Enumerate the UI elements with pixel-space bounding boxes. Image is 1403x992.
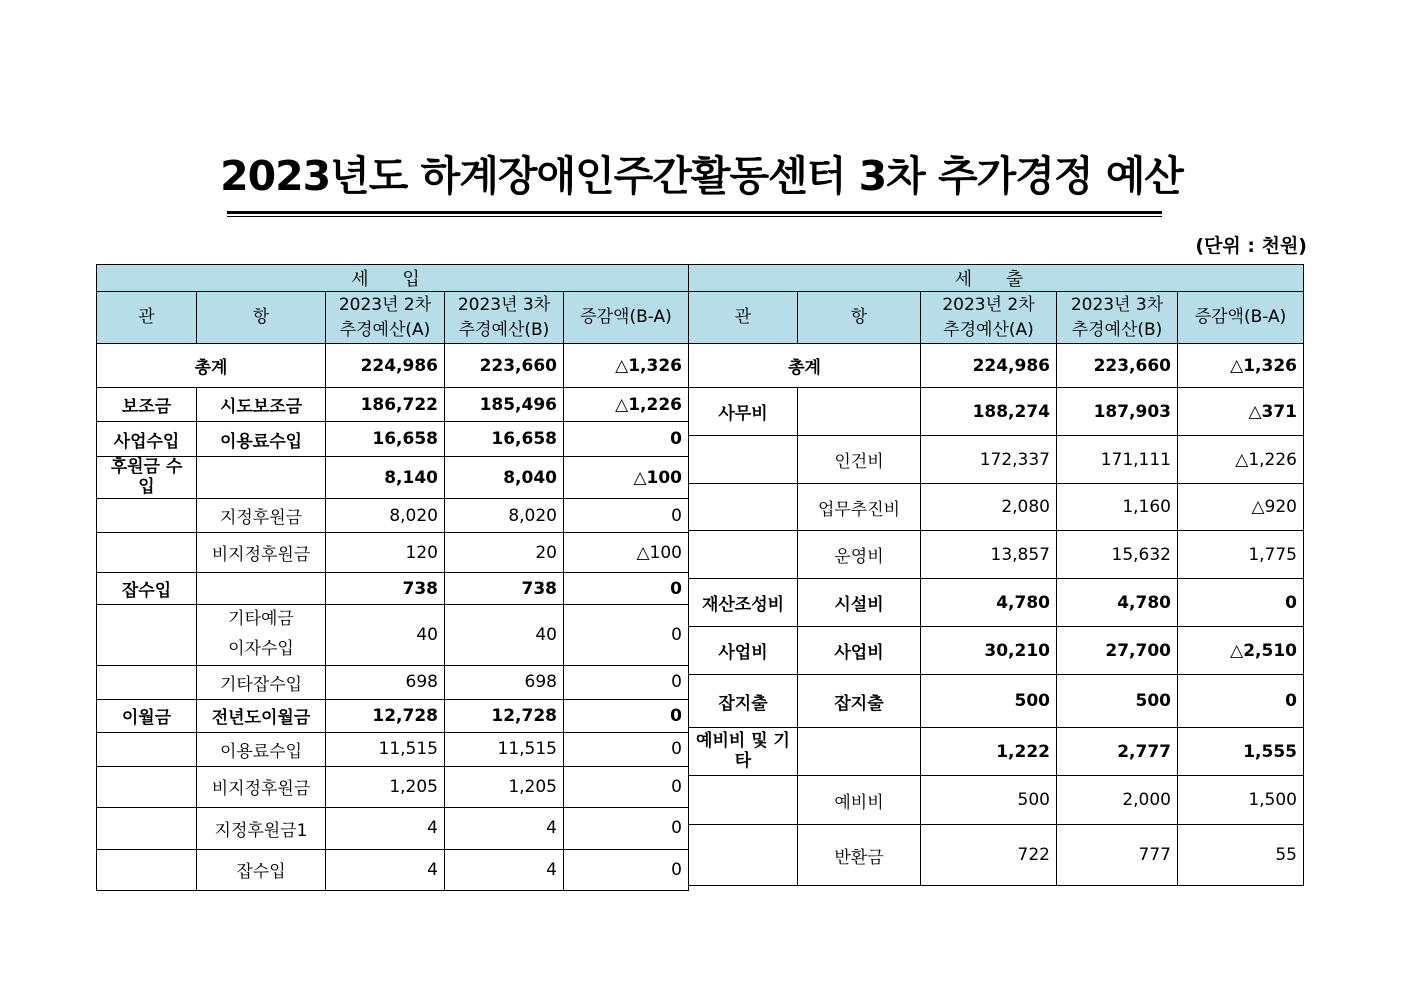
total-diff: △1,326 — [564, 344, 689, 388]
table-row — [689, 825, 1304, 886]
table-row — [97, 665, 689, 699]
table-row — [689, 728, 1304, 776]
title-underline — [227, 211, 1162, 217]
expense-total-row — [689, 344, 1304, 388]
kwan-cell: 사업수입 — [97, 422, 197, 457]
hang-cell — [197, 605, 326, 666]
table-row — [97, 849, 689, 890]
value-b: 27,700 — [1057, 627, 1178, 675]
income-section-row — [97, 265, 689, 292]
header-hang: 항 — [798, 292, 921, 344]
hang-cell: 잡수입 — [197, 849, 326, 890]
value-diff: 0 — [564, 699, 689, 732]
table-row — [97, 807, 689, 849]
kwan-cell: 재산조성비 — [689, 579, 798, 627]
hang-cell — [798, 388, 921, 436]
table-row — [689, 436, 1304, 484]
kwan-cell — [97, 766, 197, 807]
hang-cell: 전년도이월금 — [197, 699, 326, 732]
page-title: 2023년도 하계장애인주간활동센터 3차 추가경정 예산 — [220, 152, 1183, 200]
hang-line1: 기타예금 — [228, 609, 294, 629]
value-diff: 0 — [564, 422, 689, 457]
value-b: 698 — [445, 665, 564, 699]
expense-section-title: 세 출 — [689, 265, 1304, 292]
total-label: 총계 — [97, 344, 326, 388]
hang-cell: 업무추진비 — [798, 484, 921, 531]
income-section-title: 세 입 — [97, 265, 689, 292]
header-kwan: 관 — [689, 292, 798, 344]
total-a: 224,986 — [326, 344, 445, 388]
value-diff: 0 — [564, 766, 689, 807]
value-b: 4 — [445, 807, 564, 849]
header-new-line1: 2023년 3차 — [1070, 294, 1164, 315]
value-a: 1,205 — [326, 766, 445, 807]
header-new-line2: 추경예산(B) — [458, 319, 550, 340]
value-a: 186,722 — [326, 388, 445, 422]
kwan-cell: 사무비 — [689, 388, 798, 436]
hang-cell: 사업비 — [798, 627, 921, 675]
value-a: 11,515 — [326, 732, 445, 766]
table-row — [689, 627, 1304, 675]
value-a: 172,337 — [921, 436, 1057, 484]
value-b: 1,160 — [1057, 484, 1178, 531]
value-a: 698 — [326, 665, 445, 699]
value-b: 500 — [1057, 675, 1178, 728]
value-b: 11,515 — [445, 732, 564, 766]
value-a: 2,080 — [921, 484, 1057, 531]
value-diff: △2,510 — [1178, 627, 1304, 675]
expense-section-row — [689, 265, 1304, 292]
value-a: 500 — [921, 776, 1057, 825]
table-row — [97, 605, 689, 666]
value-b: 2,000 — [1057, 776, 1178, 825]
hang-cell: 예비비 — [798, 776, 921, 825]
hang-cell — [197, 573, 326, 605]
hang-cell: 기타잡수입 — [197, 665, 326, 699]
value-b: 185,496 — [445, 388, 564, 422]
hang-cell: 잡지출 — [798, 675, 921, 728]
hang-cell: 비지정후원금 — [197, 766, 326, 807]
header-kwan: 관 — [97, 292, 197, 344]
header-prev-line1: 2023년 2차 — [942, 294, 1035, 315]
hang-cell: 이용료수입 — [197, 422, 326, 457]
kwan-cell — [97, 533, 197, 573]
kwan-cell: 예비비 및 기타 — [689, 728, 798, 776]
kwan-cell — [97, 849, 197, 890]
kwan-cell: 이월금 — [97, 699, 197, 732]
kwan-cell: 잡지출 — [689, 675, 798, 728]
table-row — [689, 579, 1304, 627]
value-diff: 1,500 — [1178, 776, 1304, 825]
header-new-budget — [1057, 292, 1178, 344]
hang-cell: 시도보조금 — [197, 388, 326, 422]
value-diff: 1,775 — [1178, 531, 1304, 579]
value-diff: △1,226 — [564, 388, 689, 422]
header-prev-line2: 추경예산(A) — [943, 319, 1034, 340]
value-a: 4,780 — [921, 579, 1057, 627]
hang-cell: 비지정후원금 — [197, 533, 326, 573]
kwan-cell: 보조금 — [97, 388, 197, 422]
hang-line2: 이자수입 — [228, 638, 294, 659]
kwan-cell: 잡수입 — [97, 573, 197, 605]
value-b: 2,777 — [1057, 728, 1178, 776]
value-a: 13,857 — [921, 531, 1057, 579]
value-b: 4 — [445, 849, 564, 890]
value-a: 4 — [326, 849, 445, 890]
kwan-cell — [97, 665, 197, 699]
table-row — [97, 732, 689, 766]
value-a: 8,140 — [326, 457, 445, 499]
kwan-cell — [689, 776, 798, 825]
unit-label: (단위 : 천원) — [1195, 235, 1307, 257]
hang-cell: 인건비 — [798, 436, 921, 484]
value-b: 40 — [445, 605, 564, 666]
header-diff: 증감액(B-A) — [564, 292, 689, 344]
value-b: 16,658 — [445, 422, 564, 457]
value-b: 4,780 — [1057, 579, 1178, 627]
kwan-cell — [689, 436, 798, 484]
value-a: 722 — [921, 825, 1057, 886]
hang-cell: 운영비 — [798, 531, 921, 579]
value-a: 8,020 — [326, 499, 445, 533]
table-row — [97, 573, 689, 605]
kwan-cell — [97, 499, 197, 533]
table-row — [97, 766, 689, 807]
income-table — [96, 264, 689, 891]
value-b: 738 — [445, 573, 564, 605]
kwan-cell: 후원금 수입 — [97, 457, 197, 499]
table-row — [97, 699, 689, 732]
table-row — [97, 457, 689, 499]
value-diff: 1,555 — [1178, 728, 1304, 776]
value-diff: △371 — [1178, 388, 1304, 436]
table-row — [689, 484, 1304, 531]
value-a: 12,728 — [326, 699, 445, 732]
table-row — [689, 531, 1304, 579]
header-prev-budget — [326, 292, 445, 344]
table-row — [689, 675, 1304, 728]
total-diff: △1,326 — [1178, 344, 1304, 388]
header-prev-budget — [921, 292, 1057, 344]
value-diff: △100 — [564, 457, 689, 499]
value-diff: 0 — [564, 573, 689, 605]
value-a: 738 — [326, 573, 445, 605]
value-diff: 0 — [564, 807, 689, 849]
value-diff: △920 — [1178, 484, 1304, 531]
header-new-line1: 2023년 3차 — [457, 294, 551, 315]
hang-cell: 시설비 — [798, 579, 921, 627]
value-diff: 0 — [1178, 579, 1304, 627]
total-b: 223,660 — [445, 344, 564, 388]
expense-table — [688, 264, 1304, 886]
kwan-cell — [689, 825, 798, 886]
header-prev-line2: 추경예산(A) — [339, 319, 431, 340]
table-row — [689, 776, 1304, 825]
value-b: 187,903 — [1057, 388, 1178, 436]
table-row — [97, 388, 689, 422]
header-new-budget — [445, 292, 564, 344]
hang-cell: 지정후원금1 — [197, 807, 326, 849]
hang-cell — [798, 728, 921, 776]
expense-header-row — [689, 292, 1304, 344]
hang-cell: 지정후원금 — [197, 499, 326, 533]
table-row — [689, 388, 1304, 436]
header-prev-line1: 2023년 2차 — [338, 294, 432, 315]
value-b: 12,728 — [445, 699, 564, 732]
kwan-cell — [689, 531, 798, 579]
value-a: 30,210 — [921, 627, 1057, 675]
value-b: 1,205 — [445, 766, 564, 807]
value-diff: 0 — [564, 499, 689, 533]
value-b: 8,040 — [445, 457, 564, 499]
value-diff: 0 — [564, 665, 689, 699]
table-row — [97, 422, 689, 457]
value-diff: 0 — [1178, 675, 1304, 728]
value-b: 777 — [1057, 825, 1178, 886]
kwan-cell: 사업비 — [689, 627, 798, 675]
table-row — [97, 533, 689, 573]
value-b: 8,020 — [445, 499, 564, 533]
value-diff: △100 — [564, 533, 689, 573]
total-a: 224,986 — [921, 344, 1057, 388]
kwan-cell — [97, 807, 197, 849]
header-new-line2: 추경예산(B) — [1071, 319, 1163, 340]
kwan-cell — [97, 605, 197, 666]
hang-cell: 이용료수입 — [197, 732, 326, 766]
value-b: 20 — [445, 533, 564, 573]
kwan-cell — [689, 484, 798, 531]
total-label: 총계 — [689, 344, 921, 388]
value-a: 500 — [921, 675, 1057, 728]
value-a: 1,222 — [921, 728, 1057, 776]
value-a: 120 — [326, 533, 445, 573]
table-row — [97, 499, 689, 533]
value-diff: △1,226 — [1178, 436, 1304, 484]
income-total-row — [97, 344, 689, 388]
value-a: 16,658 — [326, 422, 445, 457]
value-diff: 0 — [564, 732, 689, 766]
header-hang: 항 — [197, 292, 326, 344]
value-diff: 0 — [564, 849, 689, 890]
value-diff: 55 — [1178, 825, 1304, 886]
value-a: 4 — [326, 807, 445, 849]
kwan-cell — [97, 732, 197, 766]
value-diff: 0 — [564, 605, 689, 666]
value-b: 15,632 — [1057, 531, 1178, 579]
income-header-row — [97, 292, 689, 344]
value-b: 171,111 — [1057, 436, 1178, 484]
value-a: 40 — [326, 605, 445, 666]
hang-cell — [197, 457, 326, 499]
header-diff: 증감액(B-A) — [1178, 292, 1304, 344]
hang-cell: 반환금 — [798, 825, 921, 886]
value-a: 188,274 — [921, 388, 1057, 436]
total-b: 223,660 — [1057, 344, 1178, 388]
